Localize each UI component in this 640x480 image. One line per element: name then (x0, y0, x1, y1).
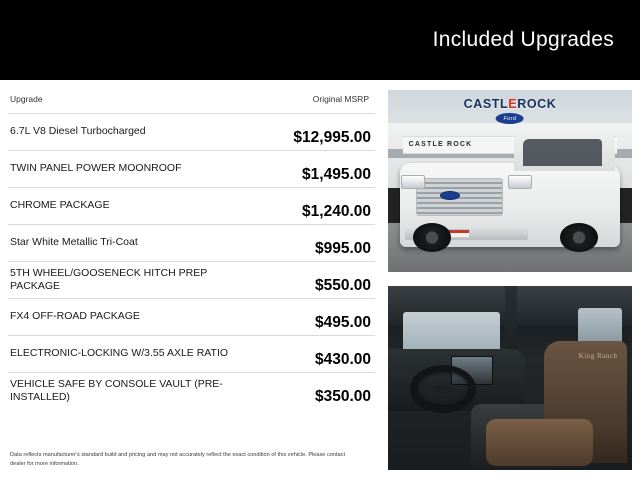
upgrade-price: $550.00 (314, 277, 371, 294)
trim-badge: King Ranch (578, 352, 618, 361)
page-header (0, 0, 640, 80)
upgrade-price: $430.00 (314, 351, 371, 368)
dealer-logo-part1: CASTL (463, 97, 509, 112)
table-body (8, 113, 375, 409)
steering-wheel (410, 365, 476, 413)
truck-front-wheel (413, 223, 450, 251)
page-content (0, 80, 640, 480)
disclaimer-text: Data reflects manufacturer's standard build and pricing and may not accurately reflect the exact condition of this vehicle. Please contact dealer for more information. (10, 452, 346, 467)
passenger-seat-cushion (486, 419, 593, 467)
upgrade-price: $995.00 (314, 240, 371, 257)
table-row (8, 298, 375, 335)
upgrade-name: ELECTRONIC-LOCKING W/3.55 AXLE RATIO (10, 347, 229, 360)
dealer-logo (464, 97, 557, 124)
upgrade-name: 6.7L V8 Diesel Turbocharged (10, 125, 146, 138)
dealership-banner-text: CASTLE ROCK (408, 141, 473, 149)
table-row (8, 187, 375, 224)
column-header-upgrade: Upgrade (10, 94, 43, 104)
ford-oval-logo-icon (496, 113, 524, 124)
headlight-left (401, 175, 425, 189)
table-row (8, 113, 375, 150)
upgrade-name: CHROME PACKAGE (10, 199, 110, 212)
dealer-logo-part2: ROCK (517, 97, 557, 112)
table-row (8, 261, 375, 298)
vehicle-exterior-photo[interactable] (388, 90, 632, 272)
upgrade-price: $12,995.00 (293, 129, 371, 146)
upgrade-name: FX4 OFF-ROAD PACKAGE (10, 310, 140, 323)
headlight-right (508, 175, 532, 189)
ford-oval-text: Ford (503, 115, 517, 122)
upgrade-price: $495.00 (314, 314, 371, 331)
upgrade-name: 5TH WHEEL/GOOSENECK HITCH PREP PACKAGE (10, 266, 208, 292)
truck-body (400, 163, 620, 247)
interior-side-window (578, 308, 622, 345)
upgrade-name: VEHICLE SAFE BY CONSOLE VAULT (PRE-INSTALLED) (10, 377, 223, 403)
table-row (8, 150, 375, 187)
upgrade-name: TWIN PANEL POWER MOONROOF (10, 162, 182, 175)
table-row (8, 372, 375, 409)
vehicle-photo-gallery (388, 90, 632, 470)
table-row (8, 224, 375, 261)
table-row (8, 335, 375, 372)
table-header-row (8, 94, 375, 104)
upgrades-table (0, 80, 385, 480)
steering-wheel-hub (434, 385, 452, 393)
upgrade-price: $350.00 (314, 388, 371, 405)
page-title: Included Upgrades (432, 28, 614, 51)
dealer-logo-text (464, 97, 557, 111)
upgrade-name: Star White Metallic Tri-Coat (10, 236, 138, 249)
upgrade-price: $1,495.00 (302, 166, 371, 183)
dealer-logo-accent: E (508, 97, 518, 112)
truck-windshield (523, 139, 602, 166)
column-header-msrp: Original MSRP (312, 94, 369, 104)
vehicle-interior-photo[interactable] (388, 286, 632, 470)
upgrade-price: $1,240.00 (302, 203, 371, 220)
truck-grille (416, 178, 504, 217)
truck-rear-wheel (560, 223, 597, 251)
